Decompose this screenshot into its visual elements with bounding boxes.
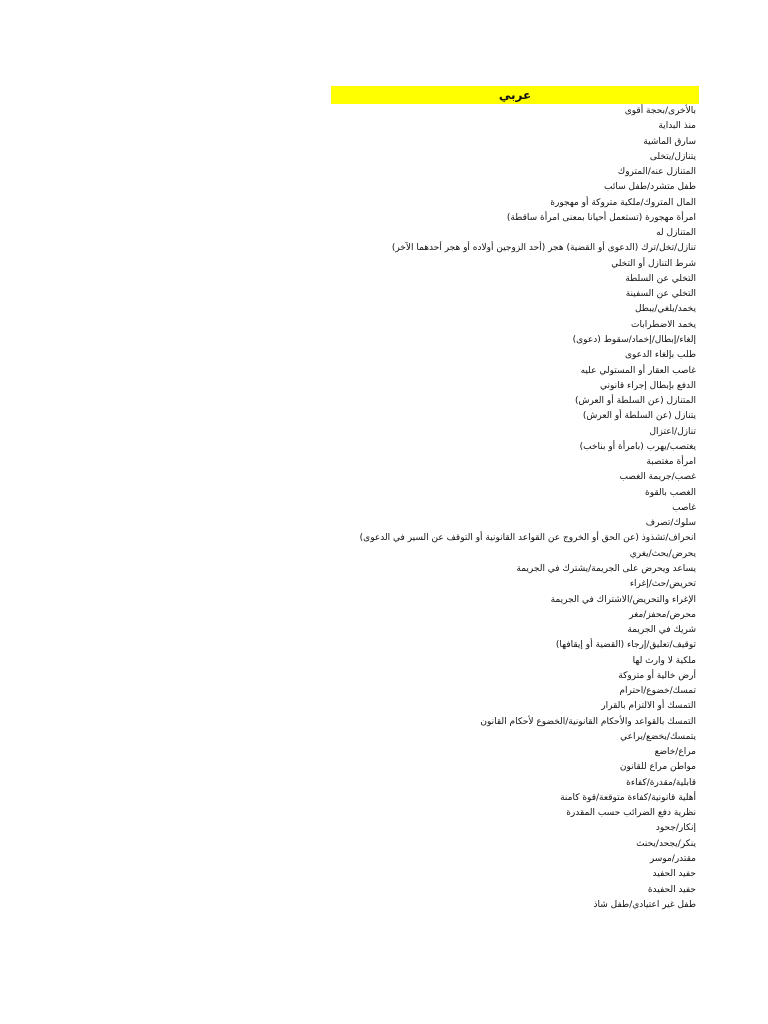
term-row: توقيف/تعليق/إرجاء (القضية أو إيقافها) (555, 640, 696, 651)
term-row: مقتدر/موسر (649, 854, 696, 865)
term-row: شرط التنازل أو التخلي (611, 258, 696, 269)
term-row: الدفع بإبطال إجراء قانوني (599, 380, 696, 391)
term-row: ينكر/يجحد/يحنث (636, 838, 696, 849)
term-row: التخلي عن السلطة (625, 273, 696, 284)
term-row: طفل غير اعتيادي/طفل شاذ (593, 899, 696, 910)
term-row: أهلية قانونية/كفاءة متوقعة/قوة كامنة (560, 792, 696, 803)
term-row: محرض/محفز/مغر (629, 609, 696, 620)
term-row: يساعد ويحرض على الجريمة/يشترك في الجريمة (516, 563, 696, 574)
term-row: حفيد الحفيدة (647, 884, 696, 895)
term-row: الإغراء والتحريض/الاشتراك في الجريمة (550, 594, 696, 605)
column-header-arabic: عربي (331, 86, 699, 104)
term-row: طلب بإلغاء الدعوى (624, 350, 696, 361)
term-row: التخلي عن السفينة (625, 289, 696, 300)
term-row: غاصب (672, 502, 696, 513)
term-row: سلوك/تصرف (645, 518, 696, 529)
term-row: أرض خالية أو متروكة (618, 670, 696, 681)
term-row: إنكار/جحود (655, 823, 696, 834)
term-row: غاصب العقار أو المستولي عليه (580, 365, 696, 376)
term-row: تحريض/حث/إغراء (629, 579, 696, 590)
term-row: يخمد الاضطرابات (631, 319, 696, 330)
term-row: يتنازل (عن السلطة أو العرش) (582, 411, 696, 422)
term-row: انحراف/تشذوذ (عن الحق أو الخروج عن القواعد القانونية أو التوقف عن السير في الدعوى) (359, 533, 696, 544)
term-row: مراع/خاضع (654, 747, 696, 758)
term-row: مواطن مراع للقانون (619, 762, 696, 773)
term-row: طفل متشرد/طفل سائب (604, 182, 696, 193)
term-row: قابلية/مقدرة/كفاءة (626, 777, 696, 788)
term-row: منذ البداية (658, 121, 696, 132)
glossary-sheet (331, 86, 699, 913)
term-row: غصب/جريمة الغصب (619, 472, 696, 483)
term-row: امرأة مهجورة (تستعمل أحيانا بمعنى امرأة ساقطة) (506, 212, 696, 223)
term-row: التمسك أو الالتزام بالقرار (601, 701, 696, 712)
term-row: بالأخرى/بحجة أقوى (624, 106, 696, 116)
term-row: شريك في الجريمة (627, 625, 696, 636)
term-row: يتمسك/يخضع/يراعي (620, 731, 696, 742)
term-row: ملكية لا وارث لها (632, 655, 696, 666)
term-row: إلغاء/إبطال/إخماد/سقوط (دعوى) (572, 334, 696, 345)
term-list (331, 104, 699, 913)
term-row: نظرية دفع الضرائب حسب المقدرة (566, 808, 696, 819)
term-row: تنازل/تخل/ترك (الدعوى أو القضية) هجر (أحد الزوجين أولاده أو هجر أحدهما الآخر) (391, 243, 696, 254)
term-row: يخمد/يلغي/يبطل (634, 304, 696, 315)
term-row: يتنازل/يتخلى (649, 151, 696, 162)
term-row: المتنازل (عن السلطة أو العرش) (574, 396, 696, 407)
term-row: الغصب بالقوة (645, 487, 696, 498)
term-row: المال المتروك/ملكية متروكة أو مهجورة (550, 197, 696, 208)
term-row: المتنازل له (656, 228, 696, 239)
term-row: التمسك بالقواعد والأحكام القانونية/الخضوع لأحكام القانون (480, 716, 696, 727)
term-row: يغتصب/يهرب (بامرأة أو بناخب) (579, 441, 696, 452)
term-row: سارق الماشية (643, 136, 696, 147)
term-row: امرأة مغتصبة (646, 457, 696, 468)
term-row: المتنازل عنه/المتروك (617, 167, 696, 178)
term-row: يحرض/يحث/يغري (629, 548, 696, 559)
term-row: تنازل/اعتزال (649, 426, 696, 437)
term-row: حفيد الحفيد (652, 869, 696, 880)
term-row: تمسك/خضوع/احترام (619, 686, 696, 697)
